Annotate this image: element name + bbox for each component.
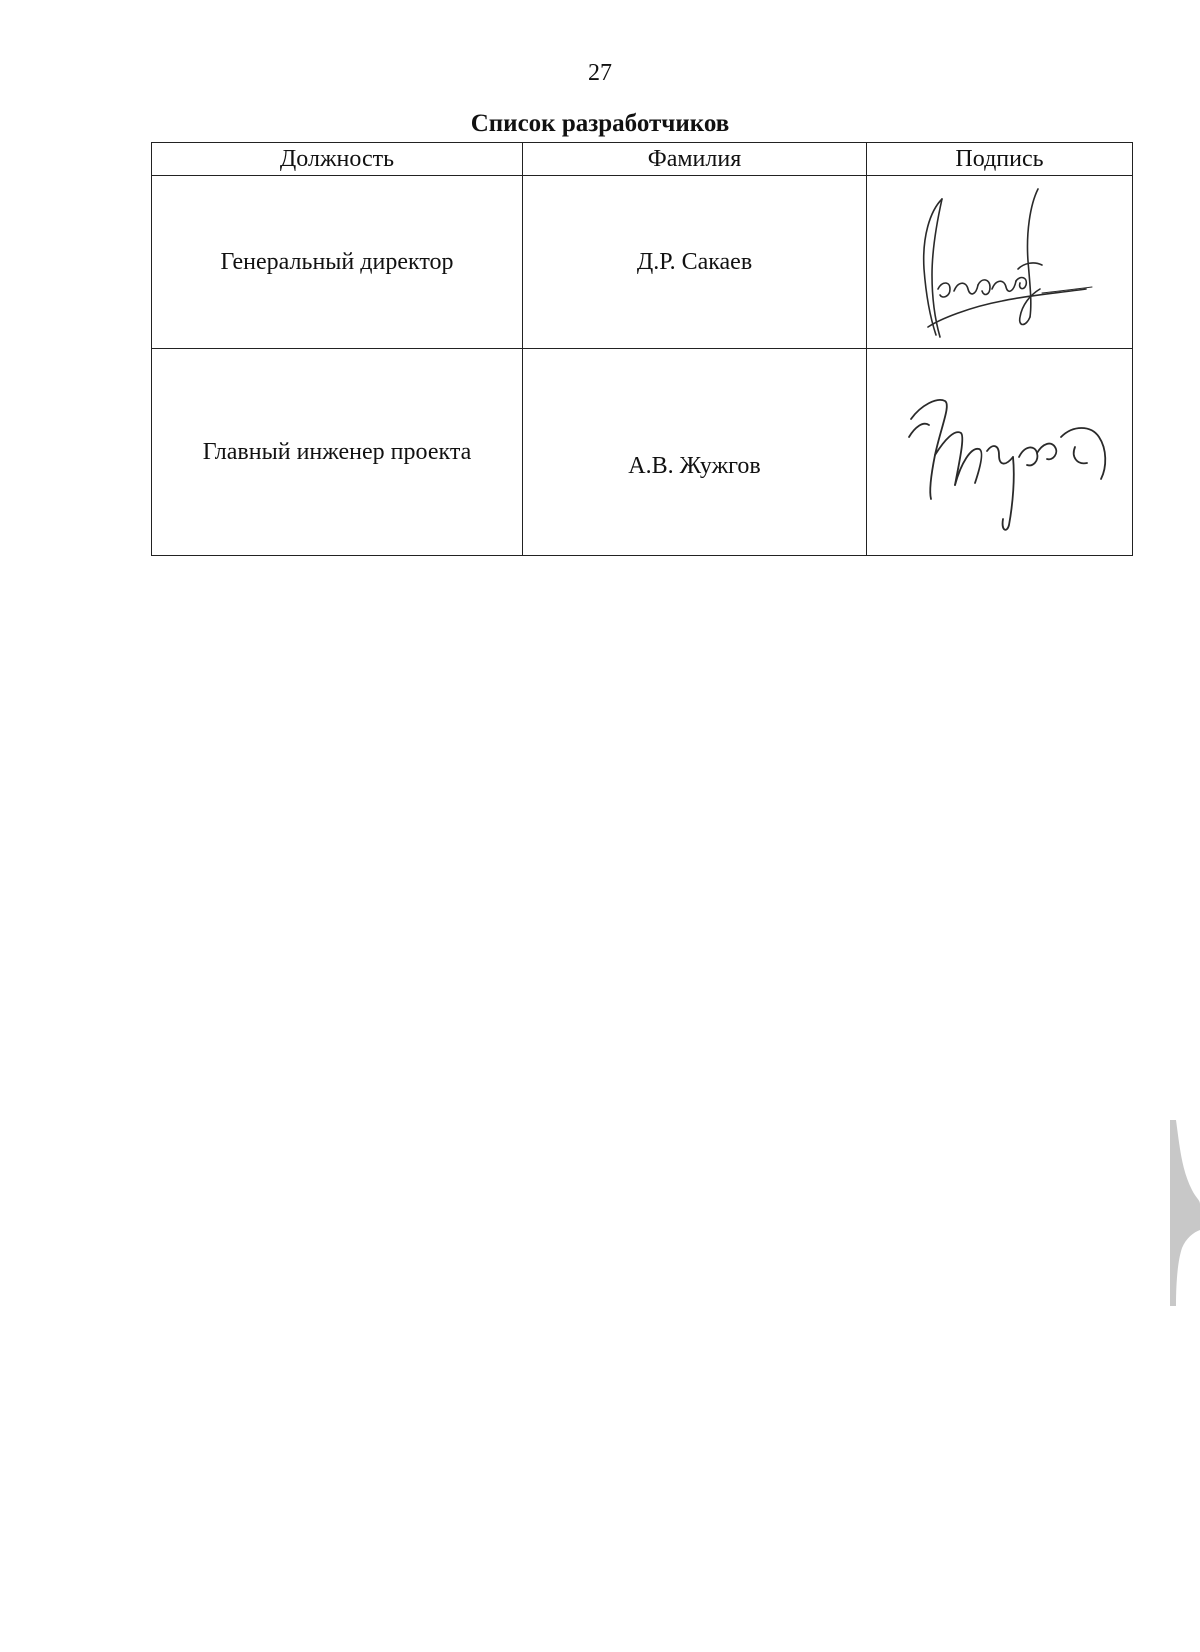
scan-edge-artifact (1170, 1120, 1200, 1306)
page-number: 27 (588, 60, 612, 86)
header-signature: Подпись (867, 143, 1133, 176)
signature-cell (867, 349, 1133, 556)
signature-image (880, 177, 1120, 347)
header-name: Фамилия (523, 143, 867, 176)
developers-table (151, 142, 1133, 556)
table-header-row (152, 143, 1133, 176)
header-position: Должность (152, 143, 523, 176)
position-cell: Генеральный директор (152, 176, 523, 349)
table-row (152, 349, 1133, 556)
signature-image (875, 367, 1125, 537)
signature-cell (867, 176, 1133, 349)
position-cell: Главный инженер проекта (152, 349, 523, 556)
name-cell: Д.Р. Сакаев (523, 176, 867, 349)
name-cell: А.В. Жужгов (523, 349, 867, 556)
document-title: Список разработчиков (470, 110, 730, 137)
table-row (152, 176, 1133, 349)
